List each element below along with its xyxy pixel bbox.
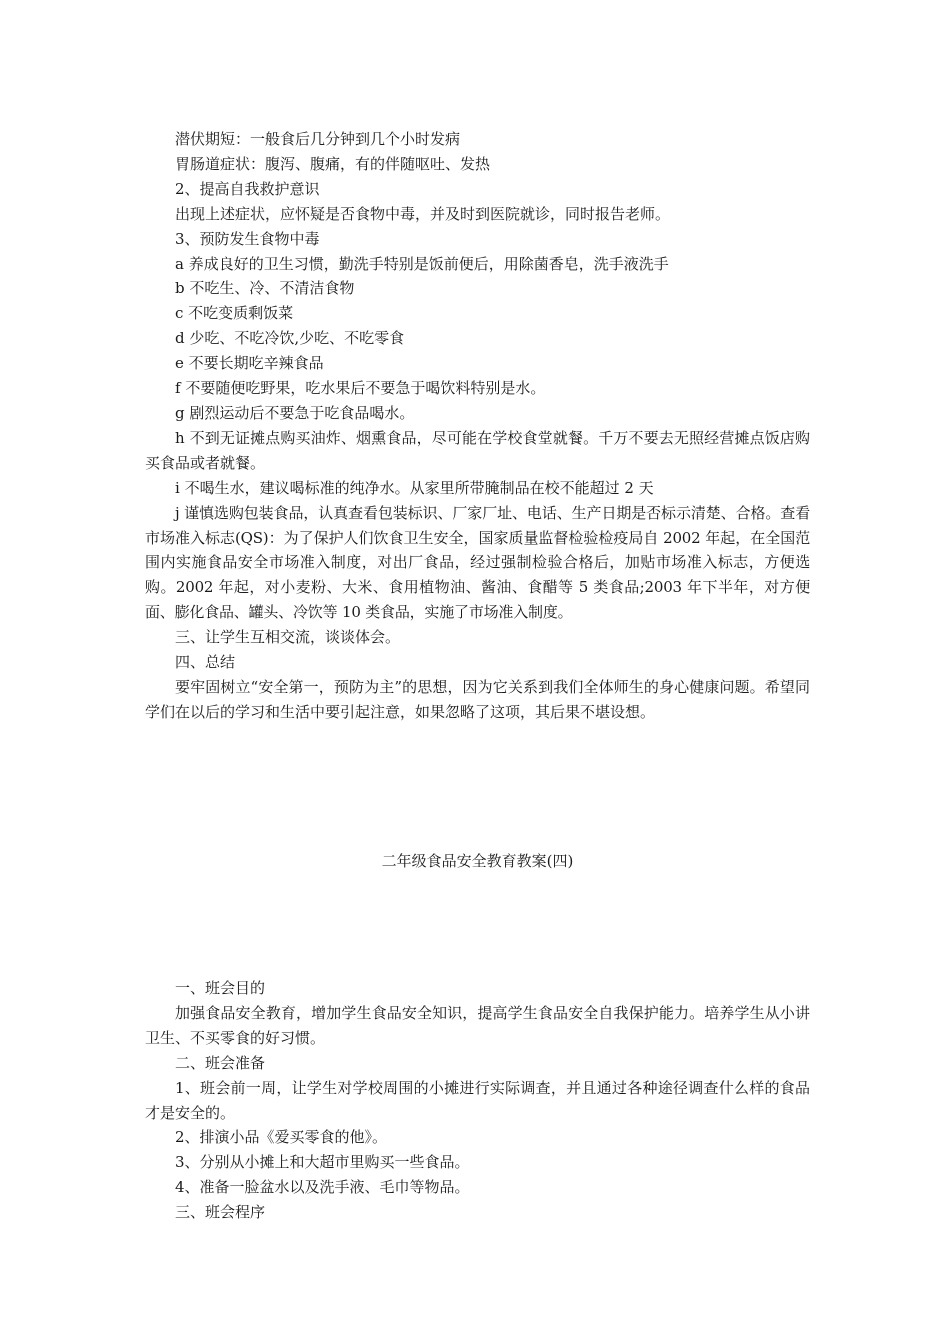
paragraph: 加强食品安全教育，增加学生食品安全知识，提高学生食品安全自我保护能力。培养学生从小讲卫生、不买零食的好习惯。 — [145, 1003, 810, 1047]
paragraph: 要牢固树立“安全第一，预防为主”的思想，因为它关系到我们全体师生的身心健康问题。希望同学们在以后的学习和生活中要引起注意，如果忽略了这项，其后果不堪设想。 — [145, 677, 810, 721]
paragraph: i 不喝生水，建议喝标准的纯净水。从家里所带腌制品在校不能超过 2 天 — [175, 478, 654, 497]
paragraph: c 不吃变质剩饭菜 — [175, 304, 294, 323]
paragraph: a 养成良好的卫生习惯，勤洗手特别是饭前便后，用除菌香皂，洗手液洗手 — [175, 254, 669, 273]
paragraph: 三、班会程序 — [175, 1203, 266, 1222]
paragraph: f 不要随便吃野果，吃水果后不要急于喝饮料特别是水。 — [175, 379, 546, 398]
paragraph: e 不要长期吃辛辣食品 — [175, 354, 324, 373]
document-title: 二年级食品安全教育教案(四) — [381, 852, 574, 870]
paragraph: 四、总结 — [175, 653, 236, 672]
paragraph: d 少吃、不吃冷饮,少吃、不吃零食 — [175, 329, 405, 348]
paragraph: 三、让学生互相交流，谈谈体会。 — [175, 628, 401, 647]
section-class-meeting-plan — [145, 976, 810, 1225]
paragraph: 2、排演小品《爱买零食的他》。 — [175, 1128, 388, 1147]
paragraph: 4、准备一脸盆水以及洗手液、毛巾等物品。 — [175, 1178, 470, 1197]
paragraph: g 剧烈运动后不要急于吃食品喝水。 — [175, 403, 415, 422]
paragraph: j 谨慎选购包装食品，认真查看包装标识、厂家厂址、电话、生产日期是否标示清楚、合格。查看市场准入标志(QS)：为了保护人们饮食卫生安全，国家质量监督检验检疫局自 2002 年起，在全国范围内实施食品安全市场准入制度，对出厂食品，经过强制检验合格后，加贴市场准入标志，方便选购。2002 年起，对小麦粉、大米、食用植物油、酱油、食醋等 5 类食品;2003 年下半年，对方便面、膨化食品、罐头、冷饮等 10 类食品，实施了市场准入制度。 — [145, 503, 810, 622]
paragraph: 3、分别从小摊上和大超市里购买一些食品。 — [175, 1153, 470, 1172]
paragraph: h 不到无证摊点购买油炸、烟熏食品，尽可能在学校食堂就餐。千万不要去无照经营摊点饭店购买食品或者就餐。 — [145, 428, 810, 472]
section-food-poisoning-continued — [145, 127, 810, 725]
paragraph: 一、班会目的 — [175, 979, 266, 997]
paragraph: 出现上述症状，应怀疑是否食物中毒，并及时到医院就诊，同时报告老师。 — [175, 204, 671, 223]
paragraph: 3、预防发生食物中毒 — [175, 229, 320, 248]
paragraph: 潜伏期短：一般食后几分钟到几个小时发病 — [175, 130, 461, 148]
paragraph: 2、提高自我救护意识 — [175, 179, 320, 198]
paragraph: b 不吃生、冷、不清洁食物 — [175, 279, 355, 298]
paragraph: 胃肠道症状：腹泻、腹痛，有的伴随呕吐、发热 — [175, 154, 491, 173]
paragraph: 1、班会前一周，让学生对学校周围的小摊进行实际调查，并且通过各种途径调查什么样的食品才是安全的。 — [145, 1078, 810, 1122]
paragraph: 二、班会准备 — [175, 1053, 266, 1072]
